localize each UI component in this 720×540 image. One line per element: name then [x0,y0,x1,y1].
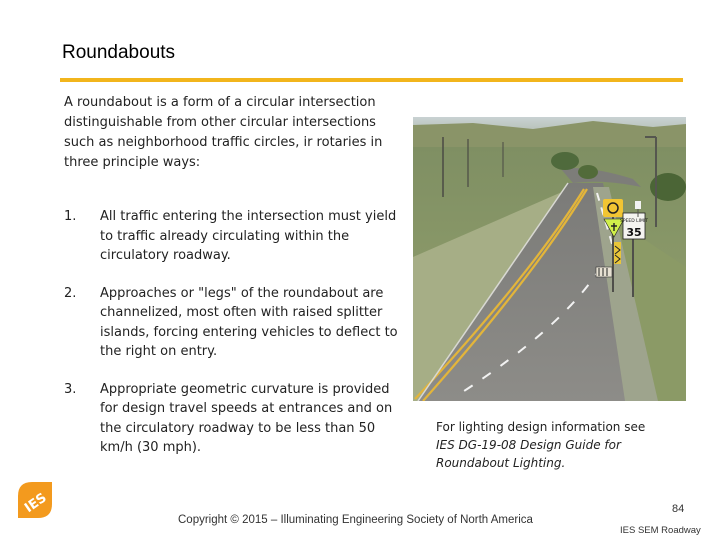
list-item [64,380,409,458]
speed-limit-label: SPEED LIMIT [620,219,648,224]
list-item [64,284,409,362]
photo-note [436,418,696,472]
principles-list [64,207,409,476]
speed-limit-value: 35 [626,226,642,239]
page-number: 84 [672,503,685,515]
title-divider [60,78,683,82]
list-item-text: All traffic entering the intersection must yield to traffic already circulating within the circulatory roadway. [100,209,397,263]
list-item-number: 3. [64,381,77,397]
copyright-notice: Copyright © 2015 – Illuminating Engineering Society of North America [178,514,533,526]
roundabout-photo [413,117,686,401]
list-item-number: 1. [64,209,77,224]
ies-logo [14,478,56,520]
footer-label: IES SEM Roadway [620,525,701,536]
list-item-text: Appropriate geometric curvature is provided for design travel speeds at entrances and on the circulatory roadway to be less than 50 km/h (30 mph). [100,381,393,455]
list-item-text: Approaches or "legs" of the roundabout are channelized, most often with raised splitter islands, forcing entering vehicles to deflect to the right on entry. [100,285,398,359]
photo-note-prefix: For lighting design information see [436,420,646,434]
slide-title: Roundabouts [62,42,176,63]
list-item [64,207,409,266]
intro-paragraph: A roundabout is a form of a circular intersection distinguishable from other circular intersections such as neighborhood traffic circles, ir rotaries in three principle ways: [64,95,383,170]
list-item-number: 2. [64,285,77,301]
roundabout-warning-sign [603,199,623,217]
design-guide-reference: IES DG-19-08 Design Guide for Roundabout Lighting. [436,438,621,470]
ies-logo-text: IES [22,490,50,516]
object-marker-sign [596,267,612,277]
